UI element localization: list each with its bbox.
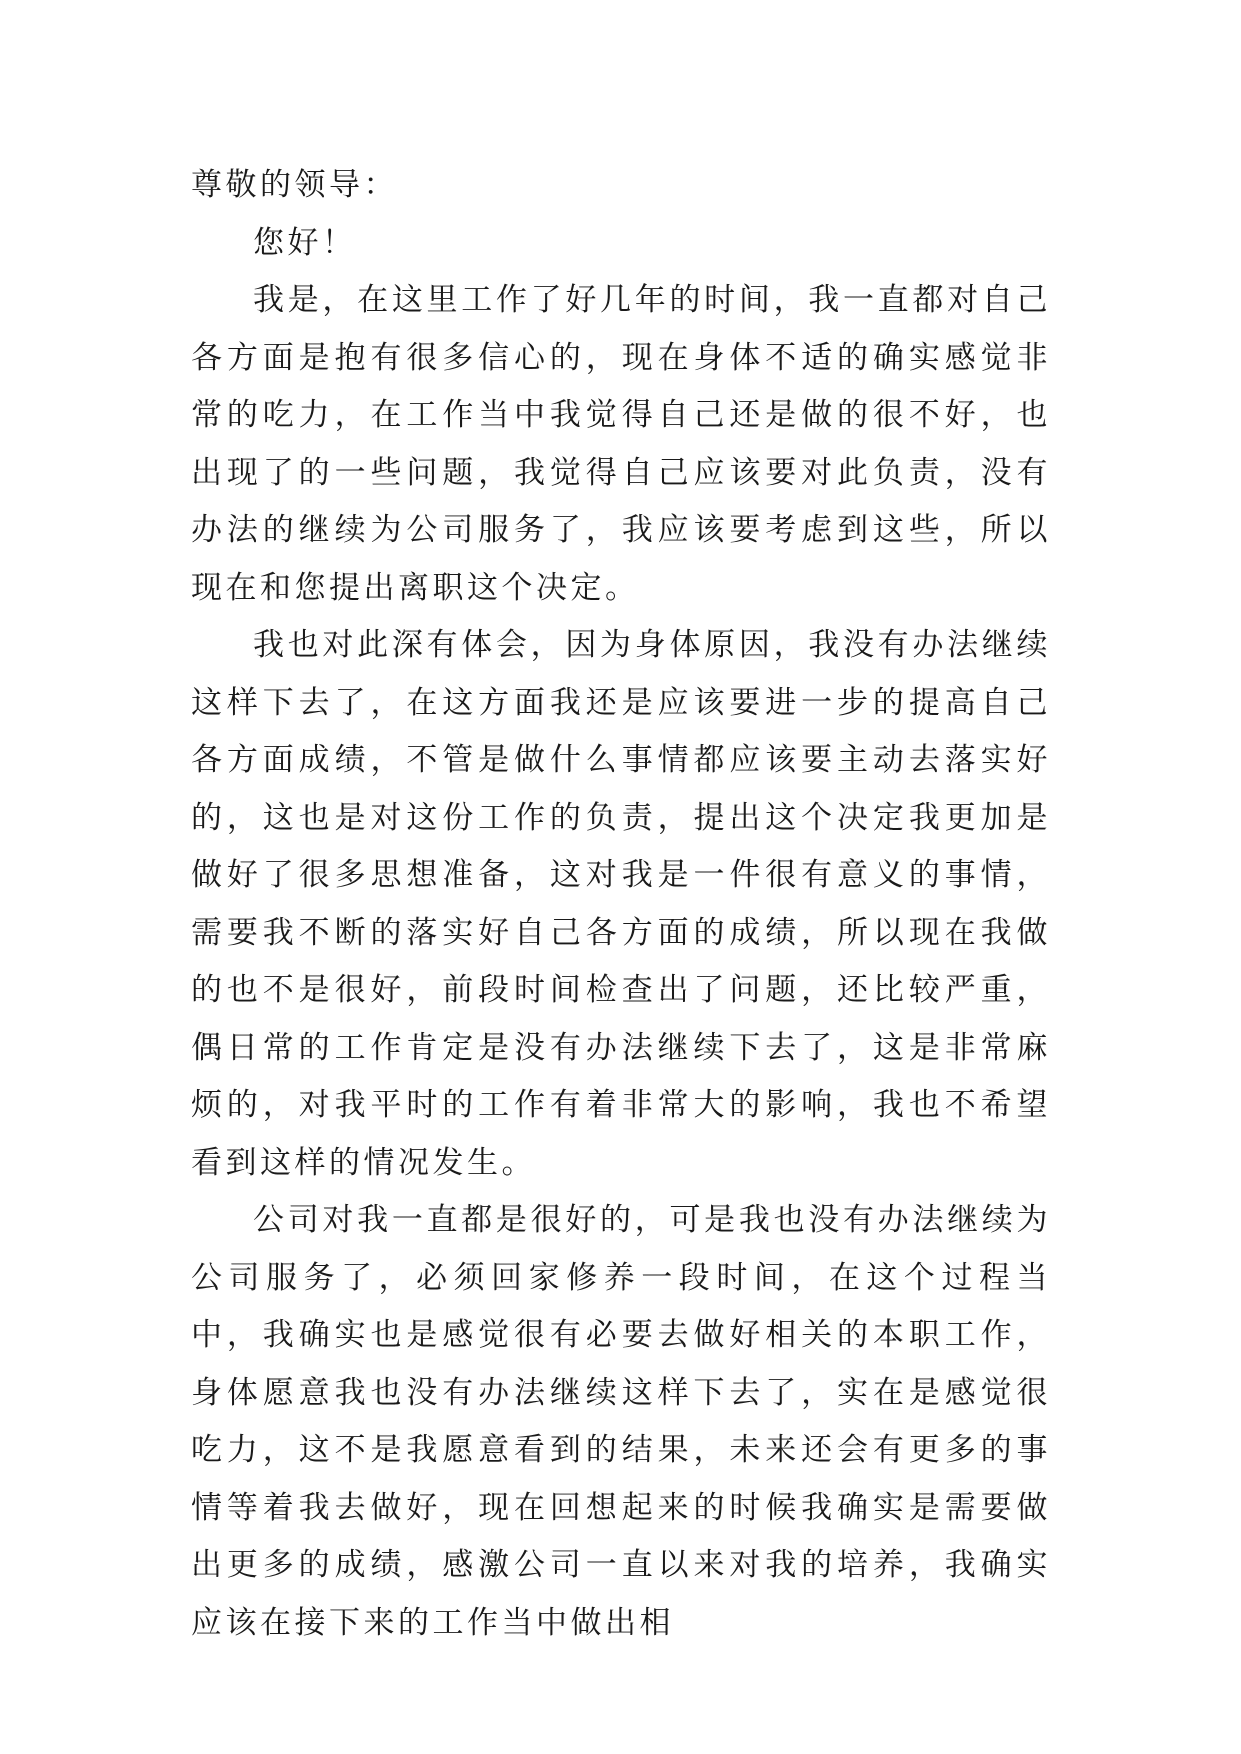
paragraph-2: 我也对此深有体会，因为身体原因，我没有办法继续这样下去了，在这方面我还是应该要进一步的提高自己各方面成绩，不管是做什么事情都应该要主动去落实好的，这也是对这份工作的负责，提出这个决定我更加是做好了很多思想准备，这对我是一件很有意义的事情，需要我不断的落实好自己各方面的成绩，所以现在我做的也不是很好，前段时间检查出了问题，还比较严重，偶日常的工作肯定是没有办法继续下去了，这是非常麻烦的，对我平时的工作有着非常大的影响，我也不希望看到这样的情况发生。 bbox=[191, 627, 1051, 1181]
paragraph-3: 公司对我一直都是很好的，可是我也没有办法继续为公司服务了，必须回家修养一段时间，在这个过程当中，我确实也是感觉很有必要去做好相关的本职工作，身体愿意我也没有办法继续这样下去了，实在是感觉很吃力，这不是我愿意看到的结果，未来还会有更多的事情等着我去做好，现在回想起来的时候我确实是需要做出更多的成绩，感激公司一直以来对我的培养，我确实应该在接下来的工作当中做出相 bbox=[191, 1202, 1051, 1641]
paragraph-1: 我是，在这里工作了好几年的时间，我一直都对自己各方面是抱有很多信心的，现在身体不适的确实感觉非常的吃力，在工作当中我觉得自己还是做的很不好，也出现了的一些问题，我觉得自己应该要对此负责，没有办法的继续为公司服务了，我应该要考虑到这些，所以现在和您提出离职这个决定。 bbox=[191, 282, 1051, 606]
greeting: 您好！ bbox=[253, 224, 357, 261]
letter-body bbox=[191, 157, 1051, 1652]
salutation: 尊敬的领导： bbox=[191, 167, 398, 203]
